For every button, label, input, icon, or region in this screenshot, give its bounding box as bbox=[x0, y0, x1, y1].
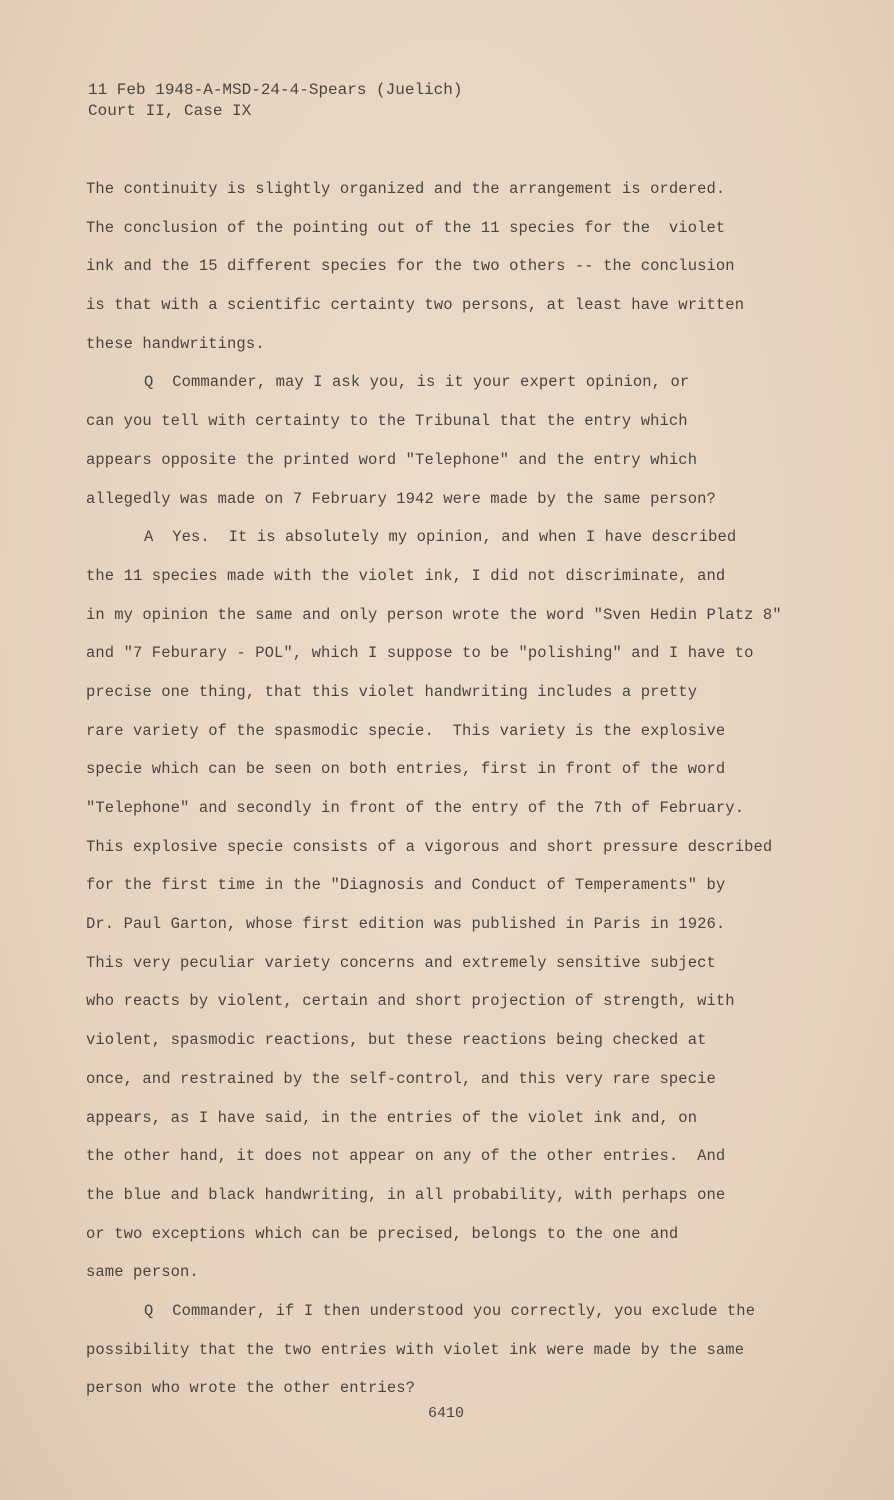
text-line: violent, spasmodic reactions, but these reactions being checked at bbox=[86, 1031, 707, 1050]
text-line: the 11 species made with the violet ink, I did not discriminate, and bbox=[86, 566, 726, 585]
page-number: 6410 bbox=[428, 1405, 465, 1422]
text-line: The continuity is slightly organized and the arrangement is ordered. bbox=[86, 180, 726, 198]
text-line: or two exceptions which can be precised, belongs to the one and bbox=[86, 1224, 679, 1243]
text-line: specie which can be seen on both entries, first in front of the word bbox=[86, 760, 726, 779]
text-line: precise one thing, that this violet handwriting includes a pretty bbox=[86, 682, 698, 701]
text-line: person who wrote the other entries? bbox=[86, 1379, 416, 1398]
text-line: allegedly was made on 7 February 1942 were made by the same person? bbox=[86, 489, 716, 508]
text-line: appears, as I have said, in the entries of the violet ink and, on bbox=[86, 1108, 698, 1127]
header-line-1: 11 Feb 1948-A-MSD-24-4-Spears (Juelich) bbox=[88, 81, 463, 99]
text-line: "Telephone" and secondly in front of the entry of the 7th of February. bbox=[86, 799, 745, 817]
answer-line: A Yes. It is absolutely my opinion, and when I have described bbox=[144, 528, 737, 547]
text-line: the blue and black handwriting, in all probability, with perhaps one bbox=[86, 1185, 726, 1204]
text-line: rare variety of the spasmodic specie. This variety is the explosive bbox=[86, 721, 726, 740]
text-line: Dr. Paul Garton, whose first edition was published in Paris in 1926. bbox=[86, 915, 726, 934]
text-line: appears opposite the printed word "Telephone" and the entry which bbox=[86, 450, 698, 469]
header-line-2: Court II, Case IX bbox=[88, 102, 252, 120]
text-line: in my opinion the same and only person wrote the word "Sven Hedin Platz 8" bbox=[86, 605, 782, 624]
question-line: Q Commander, may I ask you, is it your expert opinion, or bbox=[144, 373, 690, 392]
text-line: once, and restrained by the self-control, and this very rare specie bbox=[86, 1069, 716, 1088]
text-line: who reacts by violent, certain and short projection of strength, with bbox=[86, 992, 735, 1011]
text-line: This very peculiar variety concerns and extremely sensitive subject bbox=[86, 953, 716, 972]
text-line: The conclusion of the pointing out of the 11 species for the violet bbox=[86, 218, 726, 237]
text-line: these handwritings. bbox=[86, 334, 265, 353]
text-line: same person. bbox=[86, 1263, 199, 1282]
text-line: ink and the 15 different species for the two others -- the conclusion bbox=[86, 257, 735, 276]
text-line: and "7 Feburary - POL", which I suppose to be "polishing" and I have to bbox=[86, 644, 754, 663]
text-line: for the first time in the "Diagnosis and Conduct of Temperaments" by bbox=[86, 876, 726, 895]
text-line: This explosive specie consists of a vigorous and short pressure described bbox=[86, 837, 773, 856]
document-body bbox=[86, 176, 826, 1414]
text-line: possibility that the two entries with violet ink were made by the same bbox=[86, 1340, 745, 1359]
text-line: is that with a scientific certainty two persons, at least have written bbox=[86, 296, 745, 315]
question-line: Q Commander, if I then understood you correctly, you exclude the bbox=[144, 1301, 756, 1320]
text-line: can you tell with certainty to the Tribunal that the entry which bbox=[86, 412, 688, 431]
text-line: the other hand, it does not appear on any of the other entries. And bbox=[86, 1147, 726, 1166]
document-header bbox=[88, 80, 462, 122]
